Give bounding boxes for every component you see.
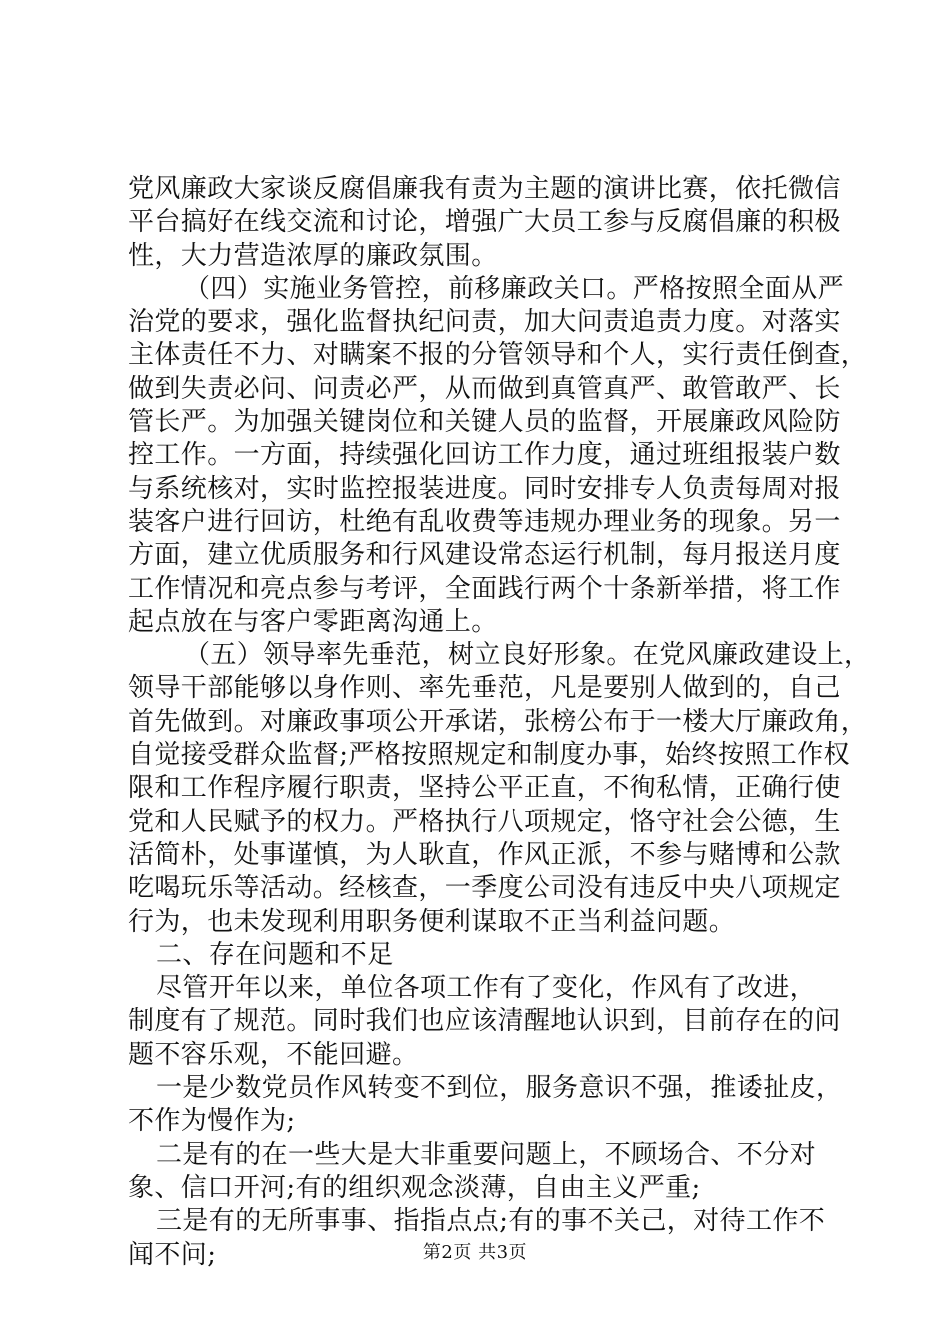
text-line: 治党的要求，强化监督执纪问责，加大问责追责力度。对落实 — [128, 307, 841, 338]
text-line: 题不容乐观，不能回避。 — [128, 1039, 419, 1070]
text-line: 平台搞好在线交流和讨论，增强广大员工参与反腐倡廉的积极 — [128, 207, 841, 238]
text-line: （四）实施业务管控，前移廉政关口。严格按照全面从严 — [184, 273, 845, 304]
text-line: 三是有的无所事事、指指点点;有的事不关己，对待工作不 — [156, 1206, 826, 1237]
text-line: 起点放在与客户零距离沟通上。 — [128, 606, 498, 637]
text-line: 限和工作程序履行职责，坚持公平正直，不徇私情，正确行使 — [128, 773, 841, 804]
text-line: 工作情况和亮点参与考评，全面践行两个十条新举措，将工作 — [128, 573, 841, 604]
text-line: 做到失责必问、问责必严，从而做到真管真严、敢管敢严、长 — [128, 373, 841, 404]
document-body — [128, 173, 871, 1272]
text-line: 闻不问; — [128, 1239, 217, 1270]
text-line: 行为，也未发现利用职务便利谋取不正当利益问题。 — [128, 906, 736, 937]
text-line: 尽管开年以来，单位各项工作有了变化，作风有了改进， — [156, 973, 817, 1004]
text-line: 象、信口开河;有的组织观念淡薄，自由主义严重; — [128, 1172, 701, 1203]
text-line: 性，大力营造浓厚的廉政氛围。 — [128, 240, 498, 271]
text-line: 方面，建立优质服务和行风建设常态运行机制，每月报送月度 — [128, 540, 841, 571]
text-line: 装客户进行回访，杜绝有乱收费等违规办理业务的现象。另一 — [128, 506, 841, 537]
text-line: 制度有了规范。同时我们也应该清醒地认识到，目前存在的问 — [128, 1006, 841, 1037]
text-line: 党风廉政大家谈反腐倡廉我有责为主题的演讲比赛，依托微信 — [128, 174, 841, 204]
text-line: 主体责任不力、对瞒案不报的分管领导和个人，实行责任倒查， — [128, 340, 868, 371]
text-line: 与系统核对，实时监控报装进度。同时安排专人负责每周对报 — [128, 473, 841, 504]
text-line: 党和人民赋予的权力。严格执行八项规定，恪守社会公德，生 — [128, 806, 841, 837]
text-line: 首先做到。对廉政事项公开承诺，张榜公布于一楼大厅廉政角， — [128, 706, 868, 737]
text-line: 不作为慢作为; — [128, 1106, 296, 1137]
text-line: 领导干部能够以身作则、率先垂范，凡是要别人做到的，自己 — [128, 673, 841, 704]
text-line: 管长严。为加强关键岗位和关键人员的监督，开展廉政风险防 — [128, 407, 841, 438]
text-line: （五）领导率先垂范，树立良好形象。在党风廉政建设上， — [184, 640, 871, 671]
text-line: 二、存在问题和不足 — [156, 939, 394, 970]
text-line: 控工作。一方面，持续强化回访工作力度，通过班组报装户数 — [128, 440, 841, 471]
text-line: 自觉接受群众监督;严格按照规定和制度办事，始终按照工作权 — [128, 740, 850, 771]
text-line: 活简朴，处事谨慎，为人耿直，作风正派，不参与赌博和公款 — [128, 839, 841, 870]
text-line: 二是有的在一些大是大非重要问题上，不顾场合、不分对 — [156, 1139, 817, 1170]
text-line: 一是少数党员作风转变不到位，服务意识不强，推诿扯皮， — [156, 1073, 843, 1104]
page-footer: 第2页 共3页 — [422, 1242, 528, 1263]
text-line: 吃喝玩乐等活动。经核查，一季度公司没有违反中央八项规定 — [128, 873, 841, 904]
